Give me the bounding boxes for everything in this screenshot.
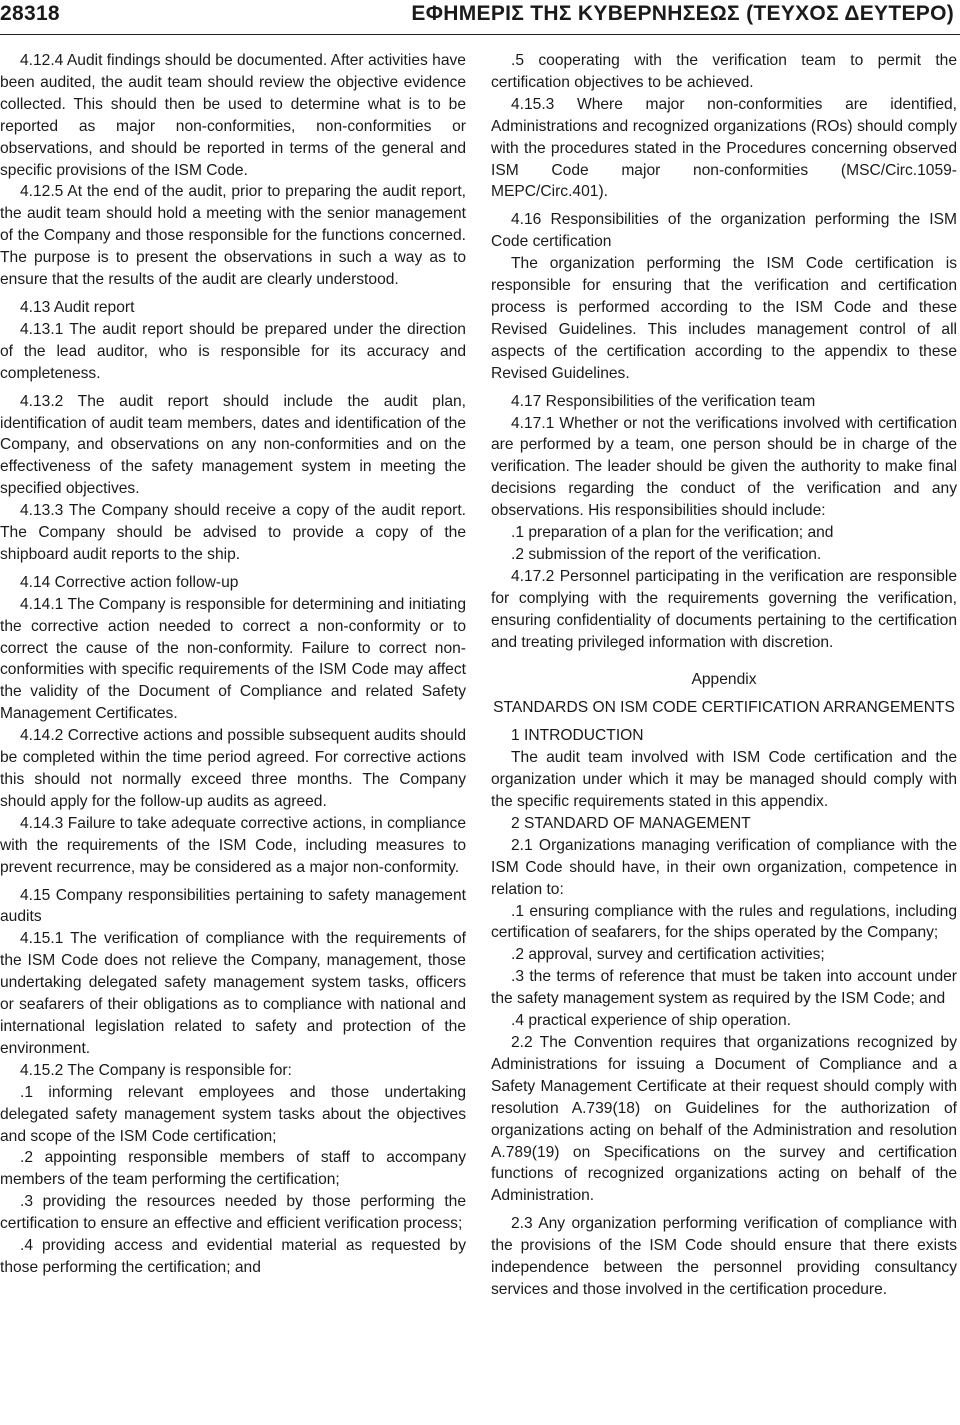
right-column	[491, 50, 957, 1301]
paragraph: 4.17.1 Whether or not the verifications involved with certification are performed by a team, one person should be in charge of the verification. The leader should be given the authority to make final decisions regarding the conduct of the verification and any observations. His responsibilities should include:	[491, 414, 957, 520]
section-heading: 4.15 Company responsibilities pertaining to safety management audits	[0, 886, 466, 926]
list-item: .1 preparation of a plan for the verification; and	[511, 524, 834, 542]
paragraph: 2.2 The Convention requires that organizations recognized by Administrations for issuing a Document of Compliance and a Safety Management Certificate at their request should comply with resolution A.739(18) on Guidelines for the authorization of organizations acting on behalf of the Administration and resolution A.789(19) on Specifications on the survey and certification functions of recognized organizations acting on behalf of the Administration.	[491, 1033, 957, 1205]
paragraph: 4.14.3 Failure to take adequate corrective actions, in compliance with the requirements of the ISM Code, including measures to prevent recurrence, may be considered as a major non-conformity.	[0, 814, 466, 876]
appendix-title: Appendix	[691, 671, 757, 689]
paragraph: The audit team involved with ISM Code certification and the organization under which it may be managed should comply with the specific requirements stated in this appendix.	[491, 749, 957, 810]
list-item: .2 appointing responsible members of staff to accompany members of the team performing the certification;	[0, 1149, 466, 1189]
paragraph: 4.15.1 The verification of compliance with the requirements of the ISM Code does not relieve the Company, management, those undertaking delegated safety management system tasks, officers or seafarers of their obligations as to compliance with national and international legislation related to safety and protection of the environment.	[0, 930, 466, 1057]
paragraph: 2.3 Any organization performing verification of compliance with the provisions of the ISM Code should ensure that there exists independence between the personnel providing consultancy services and those involved in the certification procedure.	[491, 1215, 957, 1298]
list-item: .4 providing access and evidential material as requested by those performing the certification; and	[0, 1237, 466, 1276]
paragraph: 4.14.2 Corrective actions and possible subsequent audits should be completed within the time period agreed. For corrective actions this should not normally exceed three months. The Company should apply for the follow-up audits as agreed.	[0, 727, 466, 810]
list-item: .1 informing relevant employees and those undertaking delegated safety management system tasks about the objectives and scope of the ISM Code certification;	[0, 1083, 466, 1145]
left-column	[0, 50, 466, 1279]
paragraph: 4.17.2 Personnel participating in the verification are responsible for complying with the requirements governing the verification, ensuring confidentiality of documents pertaining to the certification and treating privileged information with discretion.	[491, 567, 957, 651]
section-heading: 4.17 Responsibilities of the verification team	[511, 392, 816, 410]
list-item: .4 practical experience of ship operation.	[511, 1012, 791, 1030]
list-item: .5 cooperating with the verification team to permit the certification objectives to be achieved.	[491, 52, 957, 91]
journal-title: ΕΦΗΜΕΡΙΣ ΤΗΣ ΚΥΒΕΡΝΗΣΕΩΣ (ΤΕΥΧΟΣ ΔΕΥΤΕΡΟ)	[411, 2, 954, 25]
list-item: .2 submission of the report of the verification.	[511, 545, 822, 563]
paragraph: 4.15.3 Where major non-conformities are identified, Administrations and recognized organizations (ROs) should comply with the procedures stated in the Procedures concerning observed ISM Code major non-conformities (MSC/Circ.1059-MEPC/Circ.401).	[491, 95, 957, 201]
page-header	[0, 0, 960, 35]
paragraph: 4.12.4 Audit findings should be documented. After activities have been audited, the audit team should review the objective evidence collected. This should then be used to determine what is to be reported as major non-conformities, non-conformities or observations, and should be reported in terms of the general and specific provisions of the ISM Code.	[0, 52, 466, 179]
paragraph: 2.1 Organizations managing verification of compliance with the ISM Code should have, in their own organization, competence in relation to:	[491, 836, 957, 898]
section-heading: 4.13 Audit report	[20, 298, 135, 316]
appendix-subtitle: STANDARDS ON ISM CODE CERTIFICATION ARRANGEMENTS	[493, 699, 955, 717]
list-item: .3 the terms of reference that must be taken into account under the safety management system as required by the ISM Code; and	[491, 968, 957, 1008]
paragraph: 4.13.2 The audit report should include the audit plan, identification of audit team members, dates and identification of the Company, and observations on any non-conformities and on the effectiveness of the safety management system in meeting the specified objectives.	[0, 392, 466, 498]
section-heading: 2 STANDARD OF MANAGEMENT	[511, 814, 751, 832]
paragraph: 4.12.5 At the end of the audit, prior to preparing the audit report, the audit team should hold a meeting with the senior management of the Company and those responsible for the functions concerned. The purpose is to present the observations in such a way as to ensure that the results of the audit are clearly understood.	[0, 183, 466, 289]
section-heading: 1 INTRODUCTION	[511, 727, 644, 745]
list-item: .3 providing the resources needed by those performing the certification to ensure an effective and efficient verification process;	[0, 1193, 466, 1233]
section-heading: 4.16 Responsibilities of the organization performing the ISM Code certification	[491, 211, 957, 251]
paragraph: 4.13.1 The audit report should be prepared under the direction of the lead auditor, who is responsible for its accuracy and completeness.	[0, 320, 466, 382]
paragraph: The organization performing the ISM Code certification is responsible for ensuring that the verification and certification process is performed according to the ISM Code and these Revised Guidelines. This includes management control of all aspects of the certification according to the appendix to these Revised Guidelines.	[491, 255, 957, 382]
paragraph: 4.13.3 The Company should receive a copy of the audit report. The Company should be advised to provide a copy of the shipboard audit reports to the ship.	[0, 502, 466, 563]
page-number: 28318	[0, 2, 60, 25]
section-heading: 4.14 Corrective action follow-up	[20, 573, 239, 591]
list-item: .1 ensuring compliance with the rules and regulations, including certification of seafarers, for the ships operated by the Company;	[491, 902, 957, 942]
paragraph: 4.14.1 The Company is responsible for determining and initiating the corrective action needed to correct a non-conformity or to correct the cause of the non-conformity. Failure to correct non-conformities with specific requirements of the ISM Code may affect the validity of the Document of Compliance and related Safety Management Certificates.	[0, 595, 466, 723]
paragraph: 4.15.2 The Company is responsible for:	[20, 1061, 292, 1079]
list-item: .2 approval, survey and certification activities;	[511, 946, 825, 964]
